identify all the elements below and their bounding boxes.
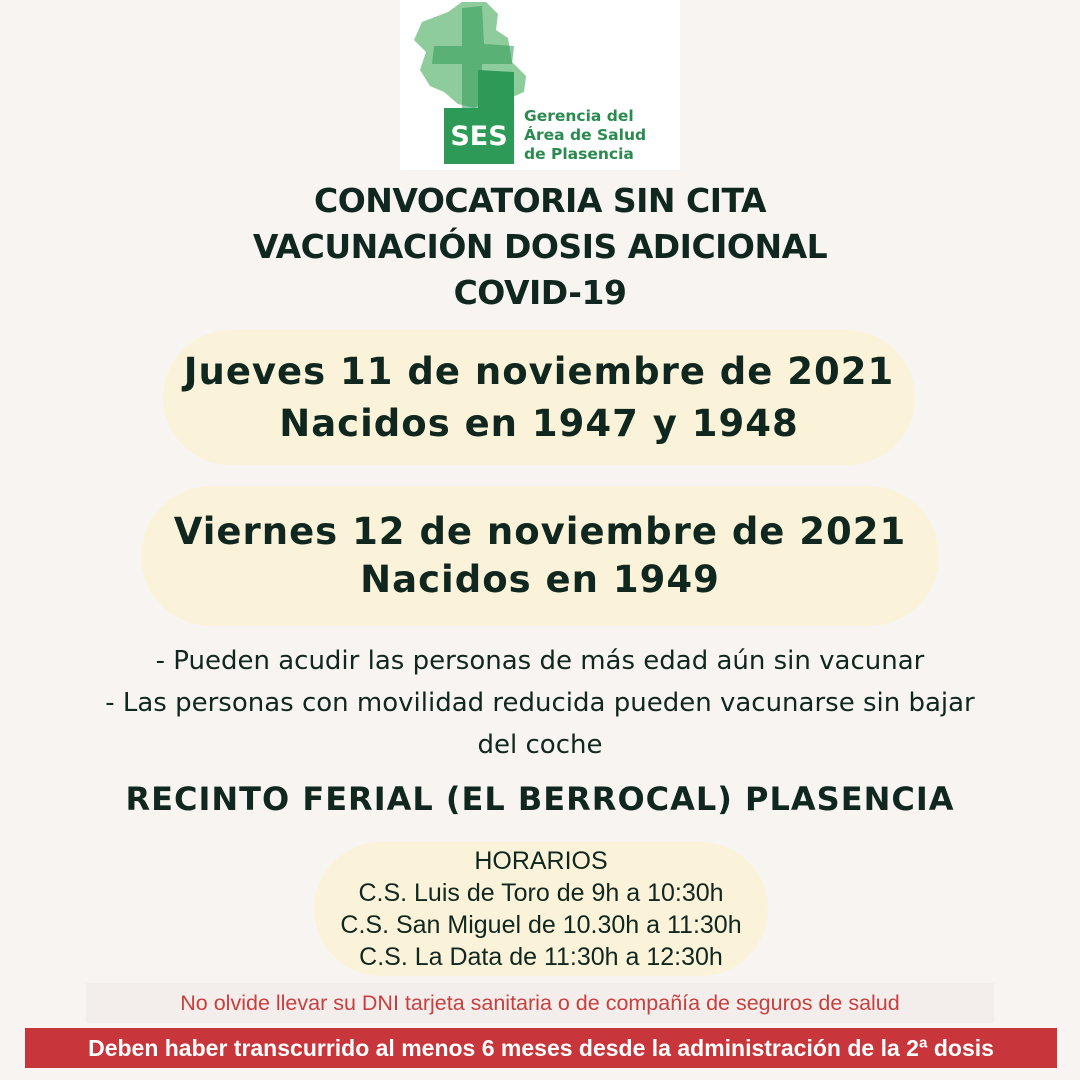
schedule xyxy=(314,842,768,976)
note-line: - Pueden acudir las personas de más edad aún sin vacunar xyxy=(155,646,925,676)
reminder: No olvide llevar su DNI tarjeta sanitaria o de compañía de seguros de salud xyxy=(86,983,994,1023)
ses-logo-mark: SES xyxy=(444,108,514,164)
schedule-heading: HORARIOS xyxy=(474,847,608,875)
logo xyxy=(400,0,680,170)
session-thursday xyxy=(163,330,915,465)
session-group: Nacidos en 1949 xyxy=(360,558,720,601)
schedule-item: C.S. La Data de 11:30h a 12:30h xyxy=(359,943,723,971)
venue: RECINTO FERIAL (EL BERROCAL) PLASENCIA xyxy=(125,780,955,818)
session-date: Jueves 11 de noviembre de 2021 xyxy=(183,349,895,393)
title-line: COVID-19 xyxy=(453,273,627,312)
logo-line: Gerencia del xyxy=(524,107,634,125)
session-date: Viernes 12 de noviembre de 2021 xyxy=(173,510,907,553)
logo-text xyxy=(524,107,680,164)
session-group: Nacidos en 1947 y 1948 xyxy=(279,401,799,445)
title-line: CONVOCATORIA SIN CITA xyxy=(313,181,766,220)
title-line: VACUNACIÓN DOSIS ADICIONAL xyxy=(252,227,828,266)
notes xyxy=(0,640,1080,766)
note-line: - Las personas con movilidad reducida pueden vacunarse sin bajar xyxy=(105,688,975,718)
warning-banner: Deben haber transcurrido al menos 6 meses desde la administración de la 2ª dosis xyxy=(25,1028,1057,1068)
note-line: del coche xyxy=(477,730,603,760)
session-friday xyxy=(141,486,939,626)
logo-line: Área de Salud xyxy=(524,126,647,144)
page-title xyxy=(0,178,1080,316)
schedule-item: C.S. San Miguel de 10.30h a 11:30h xyxy=(340,911,742,939)
schedule-item: C.S. Luis de Toro de 9h a 10:30h xyxy=(358,879,724,907)
logo-line: de Plasencia xyxy=(524,145,634,163)
